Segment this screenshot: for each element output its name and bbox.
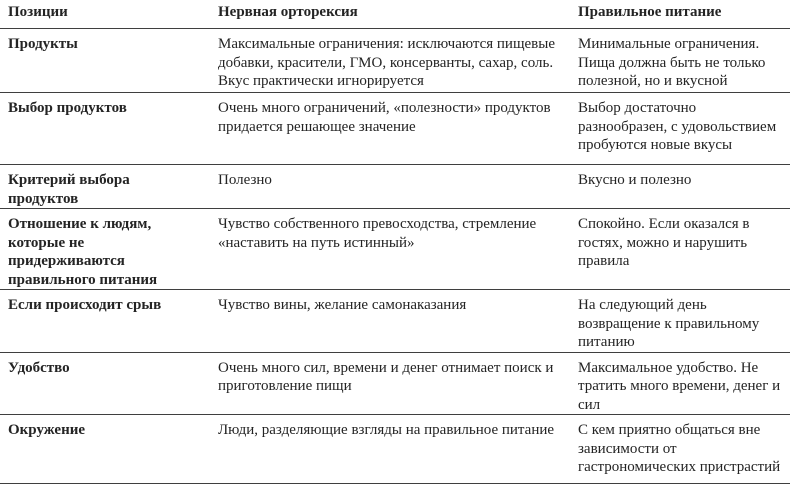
- table-row-breakdown: [0, 290, 790, 353]
- row-label-cell: Выбор продуктов: [0, 93, 218, 165]
- row-label-cell: Окружение: [0, 415, 218, 484]
- proper-nutrition-cell: Вкусно и полезно: [578, 165, 790, 209]
- orthorexia-cell: Очень много сил, времени и денег отнимает поиск и приготовление пищи: [218, 352, 578, 415]
- orthorexia-cell: Чувство вины, желание самонаказания: [218, 290, 578, 353]
- table-row-convenience: [0, 352, 790, 415]
- table-row-environment: [0, 415, 790, 484]
- column-header-orthorexia: Нервная орторексия: [218, 0, 578, 29]
- proper-nutrition-cell: С кем приятно общаться вне зависимости от гастрономических пристрастий: [578, 415, 790, 484]
- proper-nutrition-cell: Максимальное удобство. Не тратить много времени, денег и сил: [578, 352, 790, 415]
- column-header-proper-nutrition: Правильное питание: [578, 0, 790, 29]
- orthorexia-cell: Полезно: [218, 165, 578, 209]
- table-header-row: [0, 0, 790, 29]
- proper-nutrition-cell: На следующий день возвращение к правильному питанию: [578, 290, 790, 353]
- row-label-cell: Удобство: [0, 352, 218, 415]
- row-label-cell: Продукты: [0, 29, 218, 93]
- proper-nutrition-cell: Спокойно. Если оказался в гостях, можно и нарушить правила: [578, 209, 790, 290]
- table-row-attitude-to-others: [0, 209, 790, 290]
- column-header-positions: Позиции: [0, 0, 218, 29]
- table-row-products: [0, 29, 790, 93]
- row-label-cell: Отношение к людям, которые не придерживаются правильного питания: [0, 209, 218, 290]
- orthorexia-cell: Очень много ограничений, «полезности» продуктов придается решающее значение: [218, 93, 578, 165]
- table-row-choice-criterion: [0, 165, 790, 209]
- orthorexia-cell: Люди, разделяющие взгляды на правильное питание: [218, 415, 578, 484]
- row-label-cell: Если происходит срыв: [0, 290, 218, 353]
- table-row-product-choice: [0, 93, 790, 165]
- proper-nutrition-cell: Выбор достаточно разнообразен, с удовольствием пробуются новые вкусы: [578, 93, 790, 165]
- row-label-cell: Критерий выбора продуктов: [0, 165, 218, 209]
- proper-nutrition-cell: Минимальные ограничения. Пища должна быть не только полезной, но и вкусной: [578, 29, 790, 93]
- orthorexia-cell: Максимальные ограничения: исключаются пищевые добавки, красители, ГМО, консерванты, сахар, соль. Вкус практически игнорируется: [218, 29, 578, 93]
- orthorexia-cell: Чувство собственного превосходства, стремление «наставить на путь истинный»: [218, 209, 578, 290]
